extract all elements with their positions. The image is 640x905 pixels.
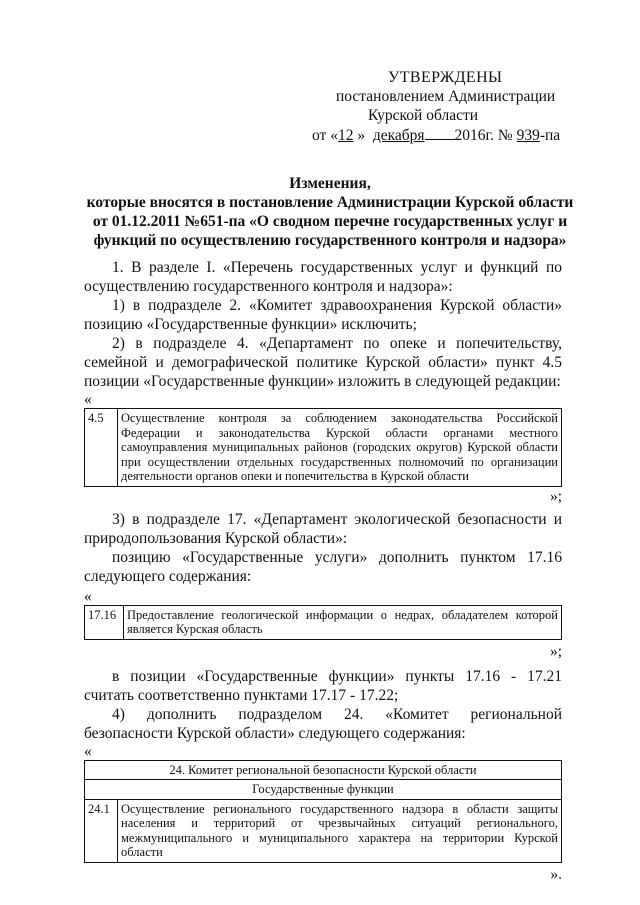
approval-block: [310, 68, 630, 145]
item-text: Осуществление контроля за соблюдением законодательства Российской Федерации и законодательства Курской области органами местного самоуправления муниципальных районов (городских округов) Курской области при осуществлении отдельных государственных полномочий по организации деятельности органов опеки и попечительства в Курской области: [118, 409, 562, 487]
paragraph-1: 1. В разделе I. «Перечень государственных услуг и функций по осуществлению государственного контроля и надзора»:: [84, 259, 562, 295]
table-header: 24. Комитет региональной безопасности Курской области: [85, 760, 562, 780]
paragraph-3: 2) в подразделе 4. «Департамент по опеке и попечительству, семейной и демографической политике Курской области» пункт 4.5 позиции «Государственные функции» изложить в следующей редакции:: [84, 335, 562, 390]
table-item-4-5: [84, 408, 562, 487]
date-mid: »: [357, 127, 366, 144]
table-row: [85, 760, 562, 780]
table-subsection-24: [84, 760, 562, 863]
table-row: [85, 605, 562, 639]
approval-line-region: Курской области: [368, 107, 479, 124]
close-quote: »;: [549, 642, 562, 660]
table-row: [85, 409, 562, 487]
paragraph-7: 4) дополнить подразделом 24. «Комитет региональной безопасности Курской области» следующего содержания:: [84, 705, 562, 742]
approval-title: УТВЕРЖДЕНЫ: [388, 69, 503, 86]
item-number: 17.16: [85, 605, 124, 639]
paragraph-6: в позиции «Государственные функции» пункты 17.16 - 17.21 считать соответственно пунктами 17.17 - 17.22;: [84, 667, 562, 704]
item-text: Осуществление регионального государственного надзора в области защиты населения и территорий от чрезвычайных ситуаций регионального, межмуниципального и муниципального характера на территории Курской области: [118, 799, 562, 862]
item-number: 4.5: [85, 409, 118, 487]
date-suffix: -па: [539, 127, 561, 144]
approval-line-resolution: постановлением Администрации: [336, 88, 556, 105]
open-quote: «: [84, 391, 92, 408]
table-row: [85, 799, 562, 862]
open-quote: «: [84, 587, 92, 605]
heading-line-2: которые вносятся в постановление Администрации Курской области: [86, 194, 574, 211]
table-item-17-16: [84, 605, 562, 640]
close-quote: ».: [550, 865, 562, 883]
approval-date-line: [312, 126, 630, 145]
date-month: декабря: [372, 127, 425, 144]
paragraph-4: 3) в подразделе 17. «Департамент экологической безопасности и природопользования Курской области»:: [84, 510, 562, 547]
paragraph-2: 1) в подразделе 2. «Комитет здравоохранения Курской области» позицию «Государственные функции» исключить;: [84, 297, 562, 333]
date-year: 2016г. №: [454, 127, 513, 144]
open-quote: «: [84, 742, 92, 760]
item-text: Предоставление геологической информации о недрах, обладателем которой является Курская область: [124, 605, 562, 639]
heading-line-4: функций по осуществлению государственного контроля и надзора»: [93, 232, 567, 249]
heading-line-1: Изменения,: [289, 175, 371, 192]
date-day: 12: [337, 127, 354, 144]
heading-line-3: от 01.12.2011 №651-па «О сводном перечне государственных услуг и: [92, 213, 568, 230]
table-row: [85, 780, 562, 800]
item-number: 24.1: [85, 799, 118, 862]
close-quote: »;: [549, 487, 562, 505]
date-number: 939: [516, 127, 540, 144]
document-body: [84, 258, 562, 884]
date-underline: [425, 126, 455, 140]
paragraph-5: позицию «Государственные услуги» дополнить пунктом 17.16 следующего содержания:: [84, 548, 562, 585]
document-heading: [60, 174, 600, 250]
date-prefix: от «: [312, 127, 338, 144]
table-subheader: Государственные функции: [85, 780, 562, 800]
